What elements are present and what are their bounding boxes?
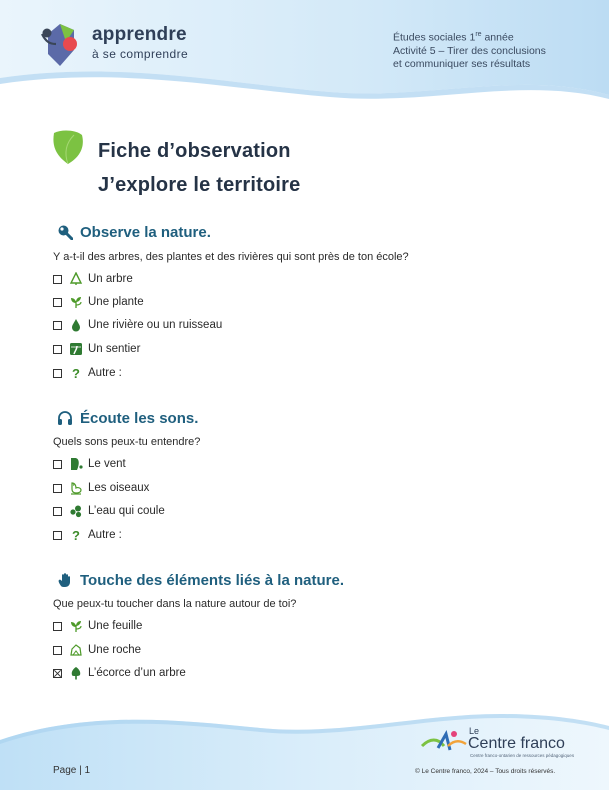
- title-line-2: J’explore le territoire: [98, 174, 301, 196]
- hand-icon: [57, 572, 73, 588]
- option-label: Le vent: [88, 458, 126, 470]
- option-label: Les oiseaux: [88, 482, 150, 494]
- magnifier-icon: [57, 224, 73, 240]
- option-label: Autre :: [88, 367, 122, 379]
- trail-icon: [69, 342, 83, 356]
- logo-subtitle: à se comprendre: [92, 47, 189, 61]
- leaf-icon: [52, 129, 84, 165]
- course-subject: Études sociales 1re année: [393, 31, 514, 44]
- checkbox[interactable]: [53, 321, 62, 330]
- section-title: Touche des éléments liés à la nature.: [80, 572, 344, 589]
- org-tagline: Centre franco-ontarien de ressources pédagogiques: [470, 753, 575, 758]
- page-title: [98, 134, 300, 202]
- tree-icon: [69, 666, 83, 680]
- option-label: Une roche: [88, 644, 142, 656]
- option-label: Un sentier: [88, 343, 141, 355]
- checkbox[interactable]: [53, 345, 62, 354]
- option-label: Autre :: [88, 529, 122, 541]
- checkbox-checked[interactable]: [53, 669, 62, 678]
- option-label: L’eau qui coule: [88, 505, 165, 517]
- course-info: [393, 28, 546, 71]
- bird-icon: [69, 481, 83, 495]
- course-activity: Activité 5 – Tirer des conclusions: [393, 44, 546, 57]
- section-title: Écoute les sons.: [80, 410, 199, 427]
- checkbox[interactable]: [53, 275, 62, 284]
- checkbox[interactable]: [53, 531, 62, 540]
- tree-outline-icon: [69, 272, 83, 286]
- section-title: Observe la nature.: [80, 224, 211, 241]
- logo-title: apprendre: [92, 24, 187, 45]
- option-label: Une feuille: [88, 620, 143, 632]
- water-drop-icon: [69, 318, 83, 332]
- page-number: Page | 1: [53, 765, 91, 776]
- checkbox[interactable]: [53, 646, 62, 655]
- org-small: Le: [469, 726, 480, 736]
- svg-text:?: ?: [72, 366, 80, 380]
- checkbox[interactable]: [53, 298, 62, 307]
- rock-icon: [69, 643, 83, 657]
- option-label: L’écorce d’un arbre: [88, 667, 186, 679]
- water-flow-icon: [69, 504, 83, 518]
- headphones-icon: [57, 410, 73, 426]
- checkbox[interactable]: [53, 507, 62, 516]
- checkbox[interactable]: [53, 369, 62, 378]
- question-icon: [69, 366, 83, 380]
- checkbox[interactable]: [53, 460, 62, 469]
- question-icon: [69, 528, 83, 542]
- option-label: Une plante: [88, 296, 144, 308]
- copyright: © Le Centre franco, 2024 – Tous droits réservés.: [415, 768, 556, 775]
- section-question: Y a-t-il des arbres, des plantes et des rivières qui sont près de ton école?: [53, 251, 409, 263]
- option-label: Un arbre: [88, 273, 133, 285]
- svg-text:?: ?: [72, 528, 80, 542]
- option-label: Une rivière ou un ruisseau: [88, 319, 223, 331]
- section-question: Quels sons peux-tu entendre?: [53, 436, 201, 448]
- title-line-1: Fiche d’observation: [98, 140, 291, 162]
- leaf-icon: [69, 619, 83, 633]
- course-activity-cont: et communiquer ses résultats: [393, 57, 531, 70]
- section-question: Que peux-tu toucher dans la nature autour de toi?: [53, 598, 297, 610]
- checkbox[interactable]: [53, 484, 62, 493]
- wind-icon: [69, 457, 83, 471]
- checkbox[interactable]: [53, 622, 62, 631]
- org-name: Centre franco: [468, 735, 565, 752]
- plant-icon: [69, 295, 83, 309]
